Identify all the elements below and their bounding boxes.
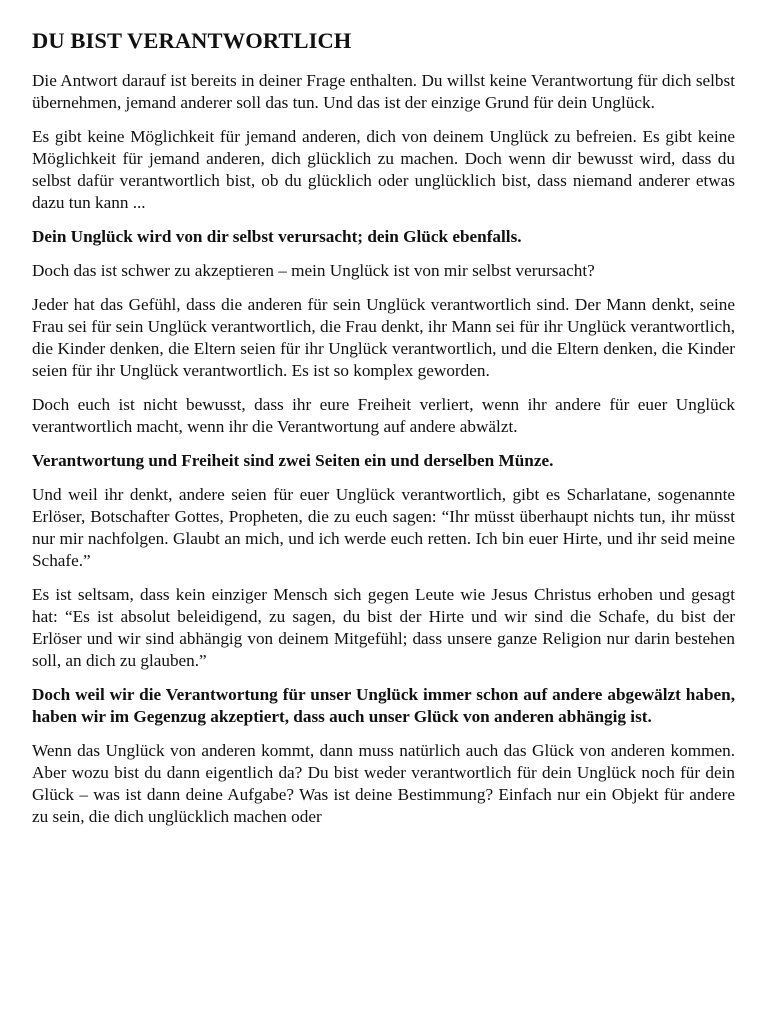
paragraph-6: Doch euch ist nicht bewusst, dass ihr eure Freiheit verliert, wenn ihr andere für euer Unglück verantwortlich macht, wenn ihr die Verantwortung auf andere abwälzt. [32, 395, 735, 436]
page-title: DU BIST VERANTWORTLICH [32, 28, 352, 53]
paragraph-1: Die Antwort darauf ist bereits in deiner Frage enthalten. Du willst keine Verantwortung für dich selbst übernehmen, jemand anderer soll das tun. Und das ist der einzige Grund für dein Unglück. [32, 71, 735, 112]
paragraph-10-emphasis: Doch weil wir die Verantwortung für unser Unglück immer schon auf andere abgewälzt haben, haben wir im Gegenzug akzeptiert, dass auch unser Glück von anderen abhängig ist. [32, 685, 735, 726]
paragraph-7-emphasis: Verantwortung und Freiheit sind zwei Seiten ein und derselben Münze. [32, 451, 554, 470]
paragraph-5: Jeder hat das Gefühl, dass die anderen für sein Unglück verantwortlich sind. Der Mann denkt, seine Frau sei für sein Unglück verantwortlich, die Frau denkt, ihr Mann sei für ihr Unglück verantwortlich, die Kinder denken, die Eltern seien für ihr Unglück verantwortlich, und die Eltern denken, die Kinder seien für ihr Unglück verantwortlich. Es ist so komplex geworden. [32, 295, 735, 380]
document-page [32, 26, 735, 840]
paragraph-9: Es ist seltsam, dass kein einziger Mensch sich gegen Leute wie Jesus Christus erhoben und gesagt hat: “Es ist absolut beleidigend, zu sagen, du bist der Hirte und wir sind die Schafe, du bist der Erlöser und wir sind abhängig von deinem Mitgefühl; dass unsere ganze Religion nur darin bestehen soll, an dich zu glauben.” [32, 585, 735, 670]
paragraph-11: Wenn das Unglück von anderen kommt, dann muss natürlich auch das Glück von anderen kommen. Aber wozu bist du dann eigentlich da? Du bist weder verantwortlich für dein Unglück noch für dein Glück – was ist dann deine Aufgabe? Was ist deine Bestimmung? Einfach nur ein Objekt für andere zu sein, die dich unglücklich machen oder [32, 741, 735, 826]
paragraph-4: Doch das ist schwer zu akzeptieren – mein Unglück ist von mir selbst verursacht? [32, 261, 595, 280]
paragraph-3-emphasis: Dein Unglück wird von dir selbst verursacht; dein Glück ebenfalls. [32, 227, 522, 246]
paragraph-2: Es gibt keine Möglichkeit für jemand anderen, dich von deinem Unglück zu befreien. Es gibt keine Möglichkeit für jemand anderen, dich glücklich zu machen. Doch wenn dir bewusst wird, dass du selbst dafür verantwortlich bist, ob du glücklich oder unglücklich bist, dass niemand anderer etwas dazu tun kann ... [32, 127, 735, 212]
paragraph-8: Und weil ihr denkt, andere seien für euer Unglück verantwortlich, gibt es Scharlatane, sogenannte Erlöser, Botschafter Gottes, Propheten, die zu euch sagen: “Ihr müsst überhaupt nichts tun, ihr müsst nur mir nachfolgen. Glaubt an mich, und ich werde euch retten. Ich bin euer Hirte, und ihr seid meine Schafe.” [32, 485, 735, 570]
